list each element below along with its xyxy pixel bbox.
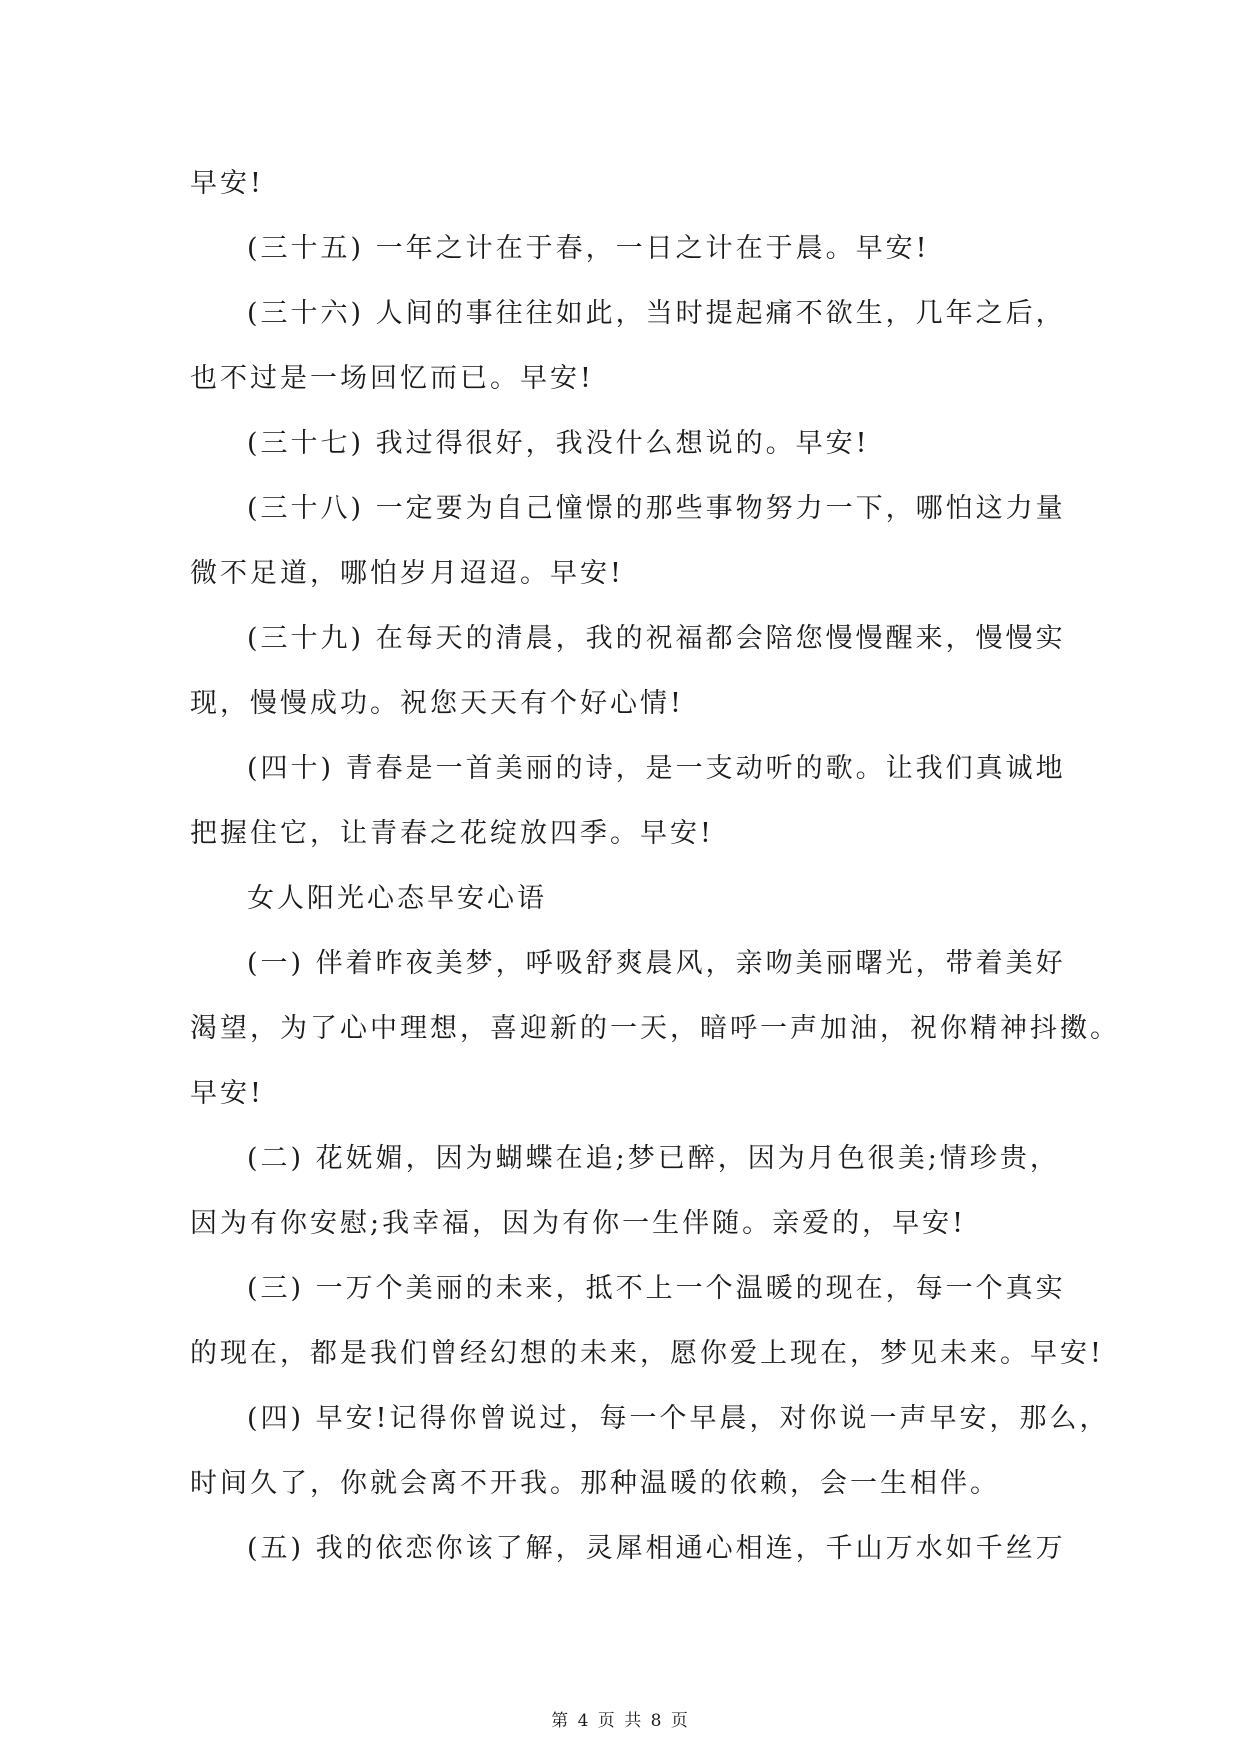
text-line: 因为有你安慰;我幸福，因为有你一生伴随。亲爱的，早安! (190, 1208, 966, 1239)
text-line: 时间久了，你就会离不开我。那种温暖的依赖，会一生相伴。 (190, 1468, 1000, 1499)
text-line: (三) 一万个美丽的未来，抵不上一个温暖的现在，每一个真实 (247, 1273, 1066, 1304)
text-line: (五) 我的依恋你该了解，灵犀相通心相连，千山万水如千丝万 (247, 1533, 1066, 1564)
text-line: (一) 伴着昨夜美梦，呼吸舒爽晨风，亲吻美丽曙光，带着美好 (247, 948, 1066, 979)
text-line: (三十七) 我过得很好，我没什么想说的。早安! (247, 428, 870, 459)
text-line: (三十八) 一定要为自己憧憬的那些事物努力一下，哪怕这力量 (247, 493, 1066, 524)
text-line: 早安! (190, 168, 264, 199)
text-line: (四十) 青春是一首美丽的诗，是一支动听的歌。让我们真诚地 (247, 753, 1066, 784)
text-line: 也不过是一场回忆而已。早安! (190, 363, 594, 394)
text-line: 的现在，都是我们曾经幻想的未来，愿你爱上现在，梦见未来。早安! (190, 1338, 1104, 1369)
section-heading: 女人阳光心态早安心语 (247, 883, 547, 914)
page-number-footer: 第 4 页 共 8 页 (551, 1711, 690, 1731)
text-line: 早安! (190, 1078, 264, 1109)
text-line: (二) 花妩媚，因为蝴蝶在追;梦已醉，因为月色很美;情珍贵， (247, 1143, 1060, 1174)
text-line: (三十五) 一年之计在于春，一日之计在于晨。早安! (247, 233, 930, 264)
text-line: (三十九) 在每天的清晨，我的祝福都会陪您慢慢醒来，慢慢实 (247, 623, 1066, 654)
text-line: 把握住它，让青春之花绽放四季。早安! (190, 818, 714, 849)
text-line: (三十六) 人间的事往往如此，当时提起痛不欲生，几年之后， (247, 298, 1066, 329)
text-line: 微不足道，哪怕岁月迢迢。早安! (190, 558, 624, 589)
text-line: 现，慢慢成功。祝您天天有个好心情! (190, 688, 684, 719)
text-line: (四) 早安!记得你曾说过，每一个早晨，对你说一声早安，那么， (247, 1403, 1110, 1434)
text-line: 渴望，为了心中理想，喜迎新的一天，暗呼一声加油，祝你精神抖擞。 (190, 1013, 1120, 1044)
